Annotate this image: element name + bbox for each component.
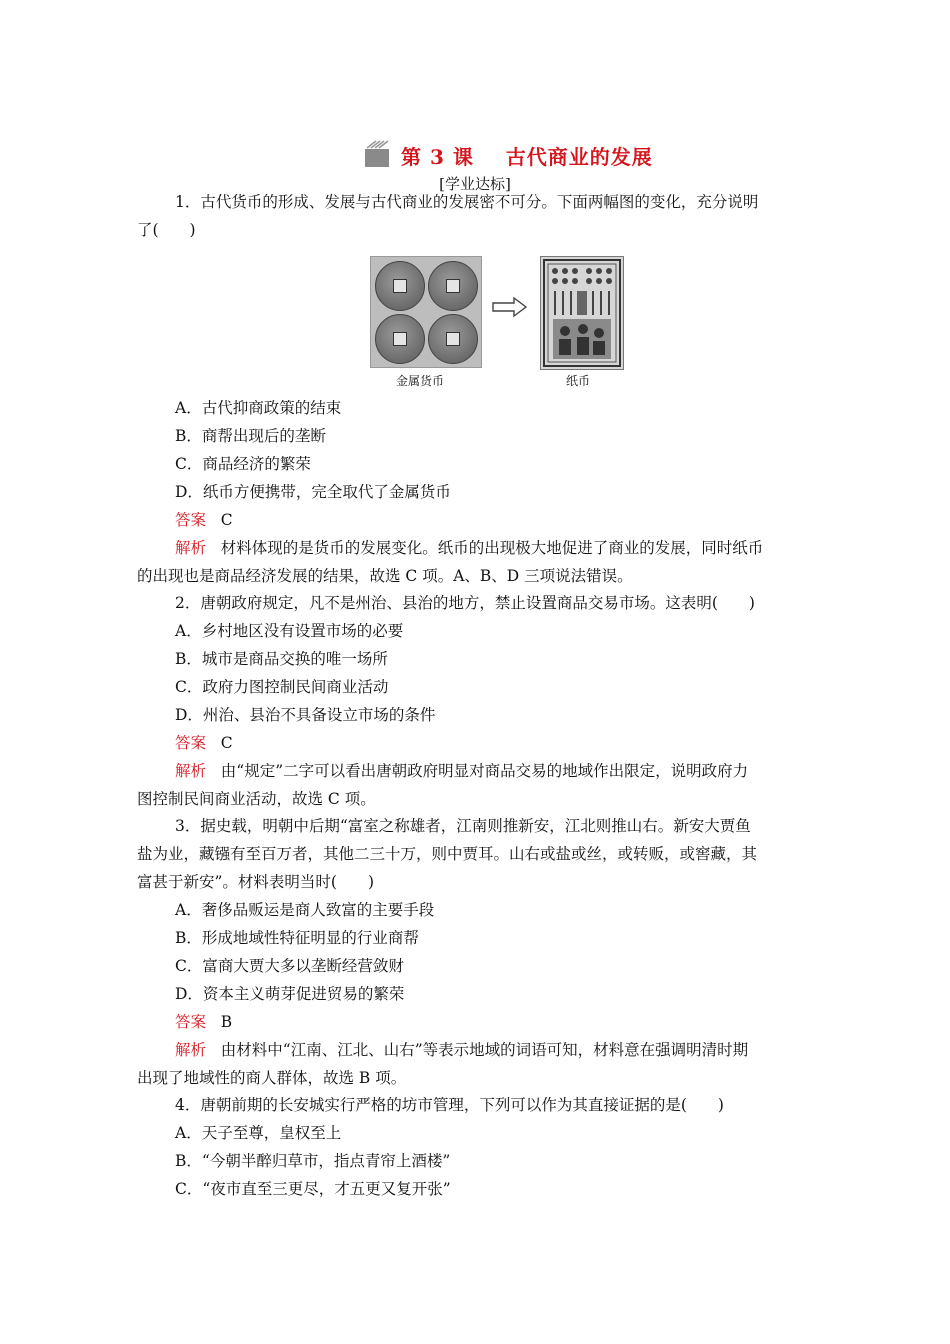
option-a: A．乡村地区没有设置市场的必要 — [175, 622, 404, 640]
coin-image — [428, 261, 478, 311]
paper-money-caption: 纸币 — [566, 374, 591, 388]
answer-line — [175, 1011, 232, 1033]
currency-figure — [370, 256, 622, 392]
analysis-line — [175, 760, 748, 782]
option-a: A．奢侈品贩运是商人致富的主要手段 — [175, 901, 435, 919]
answer-line — [175, 732, 233, 754]
book-icon — [362, 140, 392, 168]
page-title: 第 3 课 古代商业的发展 — [401, 145, 653, 169]
answer-value: C — [220, 734, 233, 752]
metal-coins-image — [370, 256, 482, 368]
analysis-text: 由材料中“江南、江北、山右”等表示地域的词语可知，材料意在强调明清时期 — [220, 1041, 749, 1059]
option-d: D．资本主义萌芽促进贸易的繁荣 — [175, 985, 405, 1003]
coin-image — [428, 314, 478, 364]
analysis-text: 材料体现的是货币的发展变化。纸币的出现极大地促进了商业的发展，同时纸币 — [220, 539, 764, 557]
option-c: C．商品经济的繁荣 — [175, 455, 311, 473]
option-b: B．商帮出现后的垄断 — [175, 427, 326, 445]
option-c: C．“夜市直至三更尽，才五更又复开张” — [175, 1180, 451, 1198]
analysis-line — [175, 1039, 748, 1061]
section-subtitle: [学业达标] — [439, 175, 511, 193]
answer-value: B — [220, 1013, 233, 1031]
option-d: D．纸币方便携带，完全取代了金属货币 — [175, 483, 451, 501]
analysis-text: 由“规定”二字可以看出唐朝政府明显对商品交易的地域作出限定，说明政府力 — [220, 762, 749, 780]
lesson-header — [0, 140, 950, 172]
answer-line — [175, 509, 233, 531]
paper-money-image — [540, 256, 624, 370]
option-b: B．形成地域性特征明显的行业商帮 — [175, 929, 419, 947]
option-c: C．政府力图控制民间商业活动 — [175, 678, 389, 696]
arrow-right-icon — [492, 296, 528, 318]
option-c: C．富商大贾大多以垄断经营敛财 — [175, 957, 404, 975]
answer-label: 答案 — [175, 734, 207, 752]
answer-label: 答案 — [175, 1013, 207, 1031]
coin-image — [375, 261, 425, 311]
question-3-stem-cont: 盐为业，藏镪有至百万者，其他二三十万，则中贾耳。山右或盐或丝，或转贩，或窖藏，其 — [137, 845, 758, 863]
question-3-stem: 3．据史载，明朝中后期“富室之称雄者，江南则推新安，江北则推山右。新安大贾鱼 — [175, 817, 751, 835]
question-2-stem: 2．唐朝政府规定，凡不是州治、县治的地方，禁止设置商品交易市场。这表明( ) — [175, 594, 755, 612]
analysis-text-cont: 图控制民间商业活动，故选 C 项。 — [137, 790, 376, 808]
option-a: A．古代抑商政策的结束 — [175, 399, 342, 417]
option-a: A．天子至尊，皇权至上 — [175, 1124, 342, 1142]
question-4-stem: 4．唐朝前期的长安城实行严格的坊市管理，下列可以作为其直接证据的是( ) — [175, 1096, 724, 1114]
question-3-stem-cont: 富甚于新安”。材料表明当时( ) — [137, 873, 375, 891]
option-b: B．“今朝半醉归草市，指点青帘上酒楼” — [175, 1152, 451, 1170]
question-1-stem: 1．古代货币的形成、发展与古代商业的发展密不可分。下面两幅图的变化，充分说明 — [175, 193, 759, 211]
analysis-text-cont: 的出现也是商品经济发展的结果，故选 C 项。A、B、D 三项说法错误。 — [137, 567, 633, 585]
analysis-label: 解析 — [175, 1041, 207, 1059]
coin-image — [375, 314, 425, 364]
answer-value: C — [220, 511, 233, 529]
option-d: D．州治、县治不具备设立市场的条件 — [175, 706, 436, 724]
question-1-stem-cont: 了( ) — [137, 221, 196, 239]
analysis-text-cont: 出现了地域性的商人群体，故选 B 项。 — [137, 1069, 407, 1087]
analysis-label: 解析 — [175, 762, 207, 780]
metal-currency-caption: 金属货币 — [396, 374, 445, 388]
option-b: B．城市是商品交换的唯一场所 — [175, 650, 388, 668]
answer-label: 答案 — [175, 511, 207, 529]
analysis-line — [175, 537, 763, 559]
analysis-label: 解析 — [175, 539, 207, 557]
